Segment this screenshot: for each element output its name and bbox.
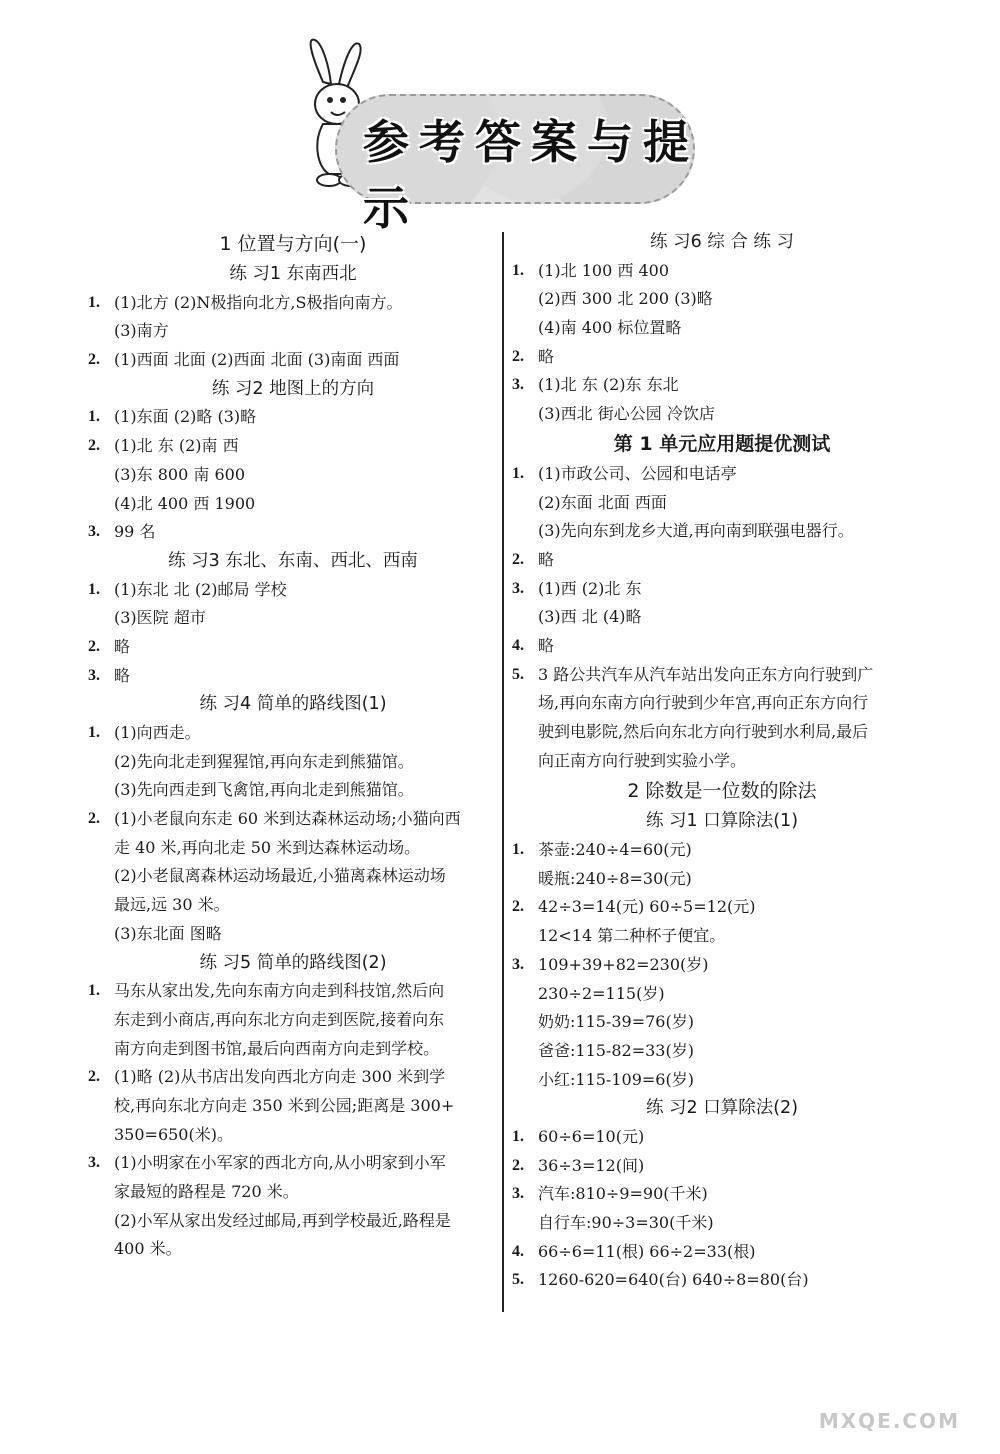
answer-line (512, 1123, 932, 1152)
answer-line (88, 719, 498, 748)
answer-line (512, 1209, 932, 1238)
answer-line (512, 865, 932, 894)
answer-text: 99 名 (114, 522, 156, 542)
section-title: 2 除数是一位数的除法 (627, 780, 817, 803)
answer-line (88, 920, 498, 949)
answer-text: 走 40 米,再向北走 50 米到达森林运动场。 (114, 837, 421, 857)
item-number: 1. (512, 464, 524, 482)
answer-text: (1)小明家在小军家的西北方向,从小明家到小军 (114, 1153, 446, 1173)
answer-text: (1)北 东 (2)南 西 (114, 436, 239, 456)
answer-line (88, 977, 498, 1006)
item-number: 3. (512, 955, 524, 973)
answer-text: (1)小老鼠向东走 60 米到达森林运动场;小猫向西 (114, 809, 461, 829)
item-number: 1. (512, 1127, 524, 1145)
answer-text: 60÷6=10(元) (538, 1126, 645, 1146)
answer-text: 109+39+82=230(岁) (538, 954, 709, 974)
answer-text: 小红:115-109=6(岁) (538, 1069, 694, 1089)
page-title: 参考答案与提示 (363, 115, 699, 235)
answer-text: 奶奶:115-39=76(岁) (538, 1012, 694, 1032)
answer-text: 12<14 第二种杯子便宜。 (538, 926, 726, 946)
answer-text: 马东从家出发,先向东南方向走到科技馆,然后向 (114, 981, 445, 1001)
answer-line (88, 317, 498, 346)
answer-line (512, 546, 932, 575)
answer-line (512, 285, 932, 314)
item-number: 3. (512, 376, 524, 394)
answer-text: 南方向走到图书馆,最后向西南方向走到学校。 (114, 1038, 440, 1058)
answer-line (512, 575, 932, 604)
exercise-title: 练 习3 东北、东南、西北、西南 (168, 550, 418, 571)
answer-line (512, 1008, 932, 1037)
answer-text: 略 (114, 636, 131, 656)
answer-line (512, 980, 932, 1009)
answer-line (88, 461, 498, 490)
answer-text: (1)西 (2)北 东 (538, 578, 642, 598)
answer-line (88, 1235, 498, 1264)
answer-line (512, 689, 932, 718)
item-number: 2. (512, 347, 524, 365)
answer-text: (1)北方 (2)N极指向北方,S极指向南方。 (114, 292, 403, 312)
answer-line (512, 603, 932, 632)
answer-text: (2)西 300 北 200 (3)略 (538, 289, 713, 309)
answer-line (88, 1121, 498, 1150)
answer-text: (4)北 400 西 1900 (114, 493, 256, 513)
answer-text: (3)医院 超市 (114, 608, 206, 628)
answer-text: (2)东面 北面 西面 (538, 492, 667, 512)
answer-line (88, 891, 498, 920)
answer-line (512, 951, 932, 980)
answer-text: 校,再向东北方向走 350 米到公园;距离是 300+ (114, 1095, 455, 1115)
exercise-title: 练 习2 地图上的方向 (211, 378, 375, 399)
answer-text: (1)北 东 (2)东 东北 (538, 375, 679, 395)
item-number: 3. (88, 523, 100, 541)
answer-line (512, 400, 932, 429)
exercise-title: 练 习1 东南西北 (229, 264, 357, 284)
item-number: 2. (512, 550, 524, 568)
answer-line (88, 576, 498, 605)
exercise-title: 练 习2 口算除法(2) (645, 1098, 799, 1119)
answer-line (88, 490, 498, 519)
item-number: 4. (512, 636, 524, 654)
answer-text: 向正南方向行驶到实验小学。 (538, 750, 747, 770)
answer-line (512, 314, 932, 343)
answer-line (512, 893, 932, 922)
answer-line (88, 776, 498, 805)
answer-line (512, 517, 932, 546)
answer-text: 汽车:810÷9=90(千米) (538, 1184, 708, 1204)
answer-line (88, 1035, 498, 1064)
watermark-logo (810, 1385, 980, 1445)
answer-line (88, 518, 498, 547)
answer-text: 自行车:90÷3=30(千米) (538, 1213, 714, 1232)
item-number: 1. (512, 261, 524, 279)
answer-line (88, 1207, 498, 1236)
answer-text: 3 路公共汽车从汽车站出发向正东方向行驶到广 (538, 664, 874, 684)
answer-line (512, 747, 932, 776)
item-number: 1. (88, 408, 100, 426)
item-number: 1. (512, 841, 524, 859)
answer-line (88, 1006, 498, 1035)
item-number: 2. (88, 437, 100, 455)
answer-text: (3)东北面 图略 (114, 923, 222, 943)
answer-text: (1)北 100 西 400 (538, 260, 670, 280)
answer-text: 茶壶:240÷4=60(元) (538, 840, 692, 860)
item-number: 3. (512, 1185, 524, 1203)
item-number: 5. (512, 665, 524, 683)
answer-text: 1260-620=640(台) 640÷8=80(台) (538, 1270, 809, 1290)
answer-text: (1)向西走。 (114, 723, 201, 742)
answer-line (88, 1178, 498, 1207)
answer-line (512, 1238, 932, 1267)
left-column (88, 228, 498, 1264)
answer-line (512, 1037, 932, 1066)
answer-text: 230÷2=115(岁) (538, 983, 665, 1003)
answer-text: (3)西北 街心公园 冷饮店 (538, 404, 715, 424)
answer-line (88, 633, 498, 662)
answer-text: 350=650(米)。 (114, 1124, 233, 1144)
item-number: 2. (88, 1068, 100, 1086)
answer-line (512, 371, 932, 400)
answer-line (88, 862, 498, 891)
answer-text: (1)略 (2)从书店出发向西北方向走 300 米到学 (114, 1067, 446, 1087)
item-number: 3. (512, 579, 524, 597)
item-number: 1. (88, 293, 100, 311)
right-column (512, 228, 932, 1295)
answer-text: 驶到电影院,然后向东北方向行驶到水利局,最后 (538, 722, 869, 741)
item-number: 1. (88, 982, 100, 1000)
item-number: 2. (88, 351, 100, 369)
answer-text: (4)南 400 标位置略 (538, 318, 682, 338)
answer-line (88, 403, 498, 432)
answer-text: (3)东 800 南 600 (114, 464, 246, 484)
item-number: 2. (512, 1156, 524, 1174)
answer-text: 略 (114, 665, 131, 685)
answer-text: 42÷3=14(元) 60÷5=12(元) (538, 897, 756, 917)
answer-line (88, 432, 498, 461)
answer-text: 最远,远 30 米。 (114, 895, 230, 915)
answer-line (88, 346, 498, 375)
header-banner (295, 32, 715, 235)
item-number: 3. (88, 1154, 100, 1172)
answer-text: 家最短的路程是 720 米。 (114, 1182, 299, 1201)
item-number: 2. (88, 637, 100, 655)
answer-text: 略 (538, 549, 555, 569)
answer-line (512, 922, 932, 951)
answer-line (512, 718, 932, 747)
answer-line (88, 1092, 498, 1121)
item-number: 2. (512, 898, 524, 916)
item-number: 1. (88, 580, 100, 598)
answer-line (512, 1266, 932, 1295)
answer-text: (1)东面 (2)略 (3)略 (114, 407, 257, 427)
exercise-title: 练 习4 简单的路线图(1) (199, 694, 387, 715)
answer-line (88, 289, 498, 318)
answer-text: (3)先向东到龙乡大道,再向南到联强电器行。 (538, 521, 854, 541)
answer-line (88, 805, 498, 834)
answer-text: (2)小军从家出发经过邮局,再到学校最近,路程是 (114, 1210, 451, 1230)
answer-text: (1)西面 北面 (2)西面 北面 (3)南面 西面 (114, 350, 400, 370)
answer-line (88, 1063, 498, 1092)
answer-text: 略 (538, 635, 555, 655)
answer-line (512, 661, 932, 690)
item-number: 4. (512, 1242, 524, 1260)
answer-line (512, 632, 932, 661)
unit-test-title: 第 1 单元应用题提优测试 (613, 432, 831, 455)
answer-text: (3)先向西走到飞禽馆,再向北走到熊猫馆。 (114, 780, 414, 800)
answer-text: 36÷3=12(间) (538, 1155, 645, 1175)
answer-line (88, 748, 498, 777)
exercise-title: 练 习6 综 合 练 习 (650, 232, 794, 252)
exercise-title: 练 习5 简单的路线图(2) (199, 952, 387, 973)
answer-line (512, 257, 932, 286)
answer-line (512, 1152, 932, 1181)
answer-text: 略 (538, 346, 555, 366)
answer-text: (1)市政公司、公园和电话亭 (538, 463, 737, 483)
answer-text: (2)小老鼠离森林运动场最近,小猫离森林运动场 (114, 866, 446, 886)
watermark-text: MXQE.COM (818, 1409, 960, 1433)
answer-text: 400 米。 (114, 1239, 182, 1259)
answer-line (88, 604, 498, 633)
answer-line (88, 834, 498, 863)
item-number: 1. (88, 724, 100, 741)
item-number: 2. (88, 810, 100, 828)
answer-text: (3)西 北 (4)略 (538, 607, 642, 627)
item-number: 3. (88, 666, 100, 684)
section-title: 1 位置与方向(一) (219, 233, 367, 255)
answer-text: (2)先向北走到猩猩馆,再向东走到熊猫馆。 (114, 751, 414, 771)
answer-text: 66÷6=11(根) 66÷2=33(根) (538, 1241, 756, 1261)
item-number: 5. (512, 1271, 524, 1289)
answer-text: 暖瓶:240÷8=30(元) (538, 868, 692, 888)
column-divider (502, 232, 504, 1312)
answer-text: 东走到小商店,再向东北方向走到医院,接着向东 (114, 1009, 445, 1029)
answer-line (512, 1066, 932, 1095)
answer-line (512, 489, 932, 518)
answer-text: 场,再向东南方向行驶到少年宫,再向正东方向行 (538, 693, 869, 713)
answer-line (88, 1149, 498, 1178)
answer-line (512, 460, 932, 489)
answer-text: 爸爸:115-82=33(岁) (538, 1040, 694, 1060)
answer-line (512, 343, 932, 372)
answer-line (512, 1180, 932, 1209)
answer-line (88, 662, 498, 691)
answer-text: (1)东北 北 (2)邮局 学校 (114, 579, 287, 599)
exercise-title: 练 习1 口算除法(1) (645, 811, 799, 832)
answer-text: (3)南方 (114, 321, 169, 341)
answer-line (512, 836, 932, 865)
